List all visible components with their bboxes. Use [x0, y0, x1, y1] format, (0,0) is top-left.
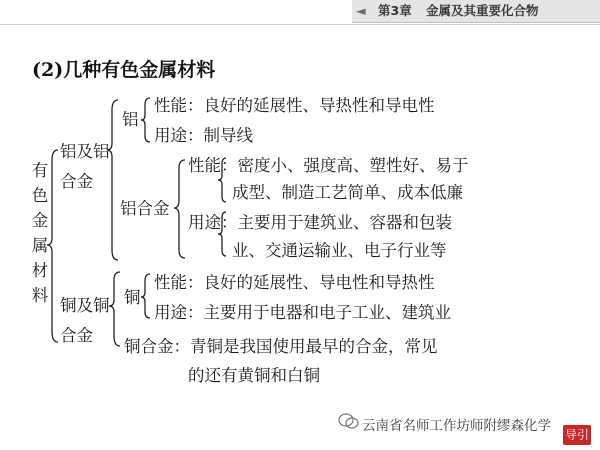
al-brace — [141, 98, 150, 142]
al-group-brace — [107, 100, 118, 260]
cu-group-brace — [109, 272, 120, 346]
al-alloy-brace — [174, 160, 185, 258]
al-use: 用途：制导线 — [154, 126, 253, 145]
al-property: 性能：良好的延展性、导热性和导电性 — [154, 96, 435, 115]
chapter-number: 第3章 — [378, 3, 412, 18]
al-alloy-property-2: 成型、制造工艺简单、成本低廉 — [232, 183, 463, 202]
al-alloy-property-1: 性能：密度小、强度高、塑性好、易于 — [188, 156, 469, 175]
back-arrow-icon[interactable]: ◄ — [356, 3, 366, 18]
al-group-label-2: 合金 — [60, 172, 93, 191]
cu-alloy-line-1: 铜合金：青铜是我国使用最早的合金，常见 — [124, 337, 438, 356]
chapter-title: 金属及其重要化合物 — [426, 3, 539, 18]
watermark-text: 云南省名师工作坊师附缪森化学 — [362, 418, 551, 434]
root-label: 有 色 金 属 材 料 — [31, 161, 49, 305]
cu-use: 用途：主要用于电器和电子工业、建筑业 — [154, 303, 451, 322]
cu-label: 铜 — [124, 288, 141, 307]
cu-group-label-2: 合金 — [60, 326, 93, 345]
cu-alloy-line-2: 的还有黄铜和白铜 — [188, 366, 320, 385]
cu-brace — [141, 274, 150, 318]
al-group-label-1: 铝及铝 — [60, 142, 110, 161]
al-alloy-use-2: 业、交通运输业、电子行业等 — [232, 241, 447, 260]
guide-button[interactable]: 导引 — [563, 425, 591, 445]
cu-group-label-1: 铜及铜 — [60, 296, 110, 315]
wechat-icon — [338, 412, 360, 430]
al-alloy-use-1: 用途：主要用于建筑业、容器和包装 — [188, 213, 452, 232]
al-label: 铝 — [122, 110, 139, 129]
section-title: (2)几种有色金属材料 — [32, 59, 216, 81]
cu-property: 性能：良好的延展性、导电性和导热性 — [154, 273, 435, 292]
al-alloy-label: 铝合金 — [120, 199, 170, 218]
